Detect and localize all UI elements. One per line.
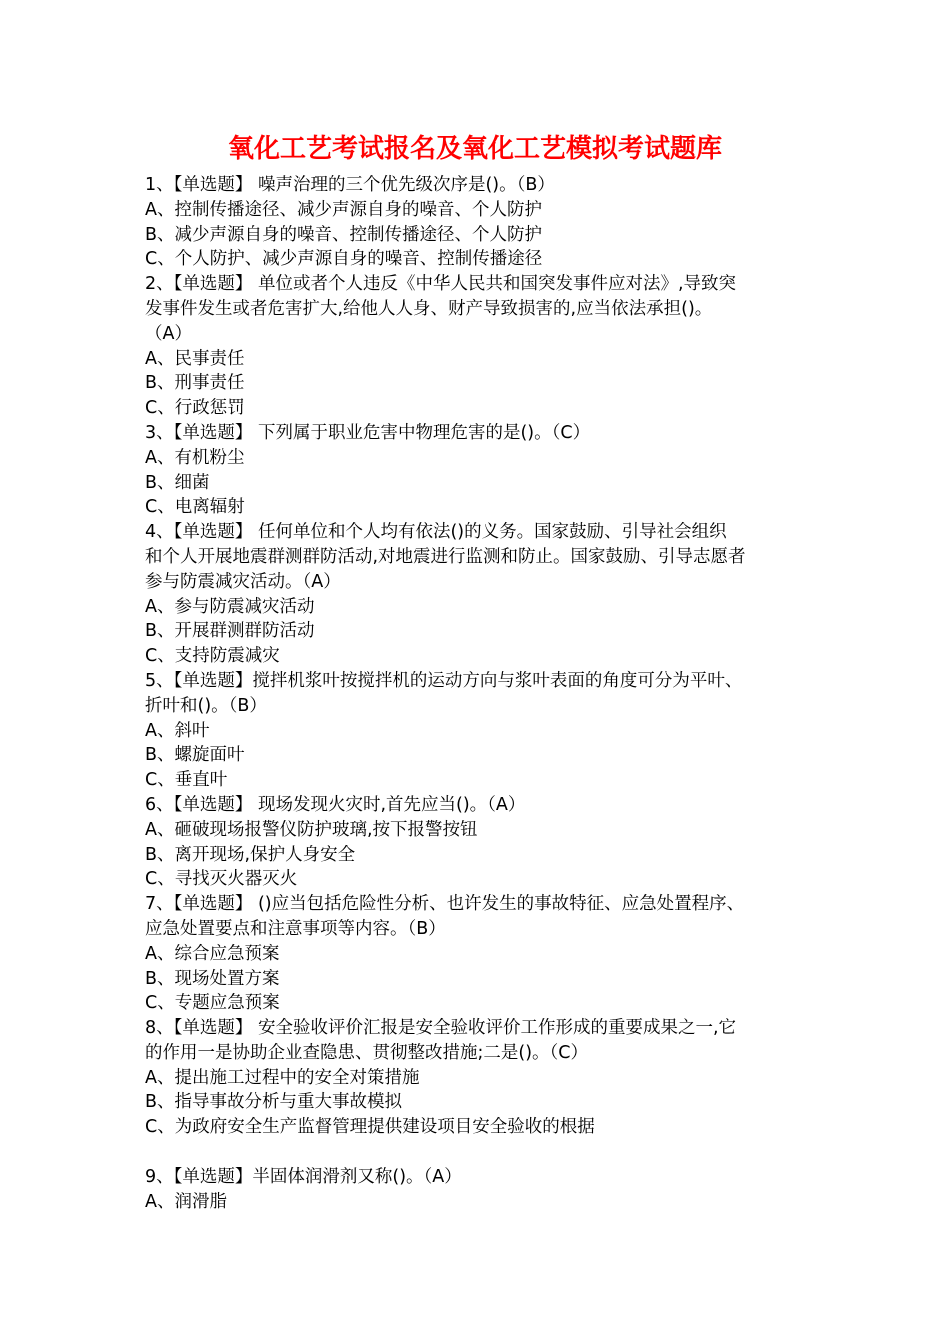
question-5-option-a: A、斜叶 — [145, 720, 210, 741]
question-5-stem: 5、【单选题】搅拌机浆叶按搅拌机的运动方向与浆叶表面的角度可分为平叶、 — [145, 670, 743, 691]
question-6-option-c: C、寻找灭火器灭火 — [145, 869, 298, 890]
question-9-stem: 9、【单选题】半固体润滑剂又称()。（A） — [145, 1166, 462, 1187]
question-2-option-b: B、刑事责任 — [145, 373, 245, 394]
question-4-stem: 参与防震减灾活动。（A） — [145, 571, 341, 592]
question-7-option-b: B、现场处置方案 — [145, 968, 280, 989]
question-7-stem: 应急处置要点和注意事项等内容。（B） — [145, 918, 446, 939]
question-2-stem: 2、【单选题】 单位或者个人违反《中华人民共和国突发事件应对法》,导致突 — [145, 274, 737, 295]
question-4-stem: 和个人开展地震群测群防活动,对地震进行监测和防止。国家鼓励、引导志愿者 — [145, 546, 746, 567]
question-6-option-a: A、砸破现场报警仪防护玻璃,按下报警按钮 — [145, 819, 478, 840]
question-6-option-b: B、离开现场,保护人身安全 — [145, 844, 356, 865]
question-5-option-c: C、垂直叶 — [145, 770, 228, 791]
question-2-option-a: A、民事责任 — [145, 348, 245, 369]
question-5-stem: 折叶和()。（B） — [145, 695, 267, 716]
paragraph-spacer — [145, 1140, 815, 1165]
question-9-option-a: A、润滑脂 — [145, 1191, 227, 1212]
question-1-stem: 1、【单选题】 噪声治理的三个优先级次序是()。（B） — [145, 175, 555, 195]
question-2-answer: （A） — [145, 323, 192, 344]
question-3-option-c: C、电离辐射 — [145, 497, 245, 518]
question-3-stem: 3、【单选题】 下列属于职业危害中物理危害的是()。（C） — [145, 422, 591, 443]
question-4-option-c: C、支持防震减灾 — [145, 646, 280, 667]
question-8-option-b: B、指导事故分析与重大事故模拟 — [145, 1092, 403, 1113]
question-8-stem: 8、【单选题】 安全验收评价汇报是安全验收评价工作形成的重要成果之一,它 — [145, 1018, 737, 1039]
question-8-option-c: C、为政府安全生产监督管理提供建设项目安全验收的根据 — [145, 1117, 595, 1138]
question-3-option-a: A、有机粉尘 — [145, 447, 245, 468]
question-6-stem: 6、【单选题】 现场发现火灾时,首先应当()。（A） — [145, 794, 526, 815]
question-4-stem: 4、【单选题】 任何单位和个人均有依法()的义务。国家鼓励、引导社会组织 — [145, 522, 727, 543]
question-7-option-a: A、综合应急预案 — [145, 943, 280, 964]
question-2-option-c: C、行政惩罚 — [145, 398, 245, 419]
question-7-stem: 7、【单选题】 ()应当包括危险性分析、也许发生的事故特征、应急处置程序、 — [145, 894, 745, 915]
question-5-option-b: B、螺旋面叶 — [145, 745, 245, 766]
question-1-option-c: C、个人防护、减少声源自身的噪音、控制传播途径 — [145, 249, 543, 270]
question-1-option-a: A、控制传播途径、减少声源自身的噪音、个人防护 — [145, 199, 542, 220]
question-2-stem: 发事件发生或者危害扩大,给他人人身、财产导致损害的,应当依法承担()。 — [145, 298, 713, 319]
question-3-option-b: B、细菌 — [145, 472, 210, 493]
question-8-option-a: A、提出施工过程中的安全对策措施 — [145, 1067, 420, 1088]
question-4-option-a: A、参与防震减灾活动 — [145, 596, 315, 617]
question-4-option-b: B、开展群测群防活动 — [145, 621, 315, 642]
question-list — [145, 173, 815, 1214]
document-title: 氧化工艺考试报名及氧化工艺模拟考试题库 — [227, 134, 722, 164]
question-7-option-c: C、专题应急预案 — [145, 993, 280, 1014]
question-1-option-b: B、减少声源自身的噪音、控制传播途径、个人防护 — [145, 224, 543, 245]
question-8-stem: 的作用一是协助企业查隐患、贯彻整改措施;二是()。（C） — [145, 1042, 589, 1063]
